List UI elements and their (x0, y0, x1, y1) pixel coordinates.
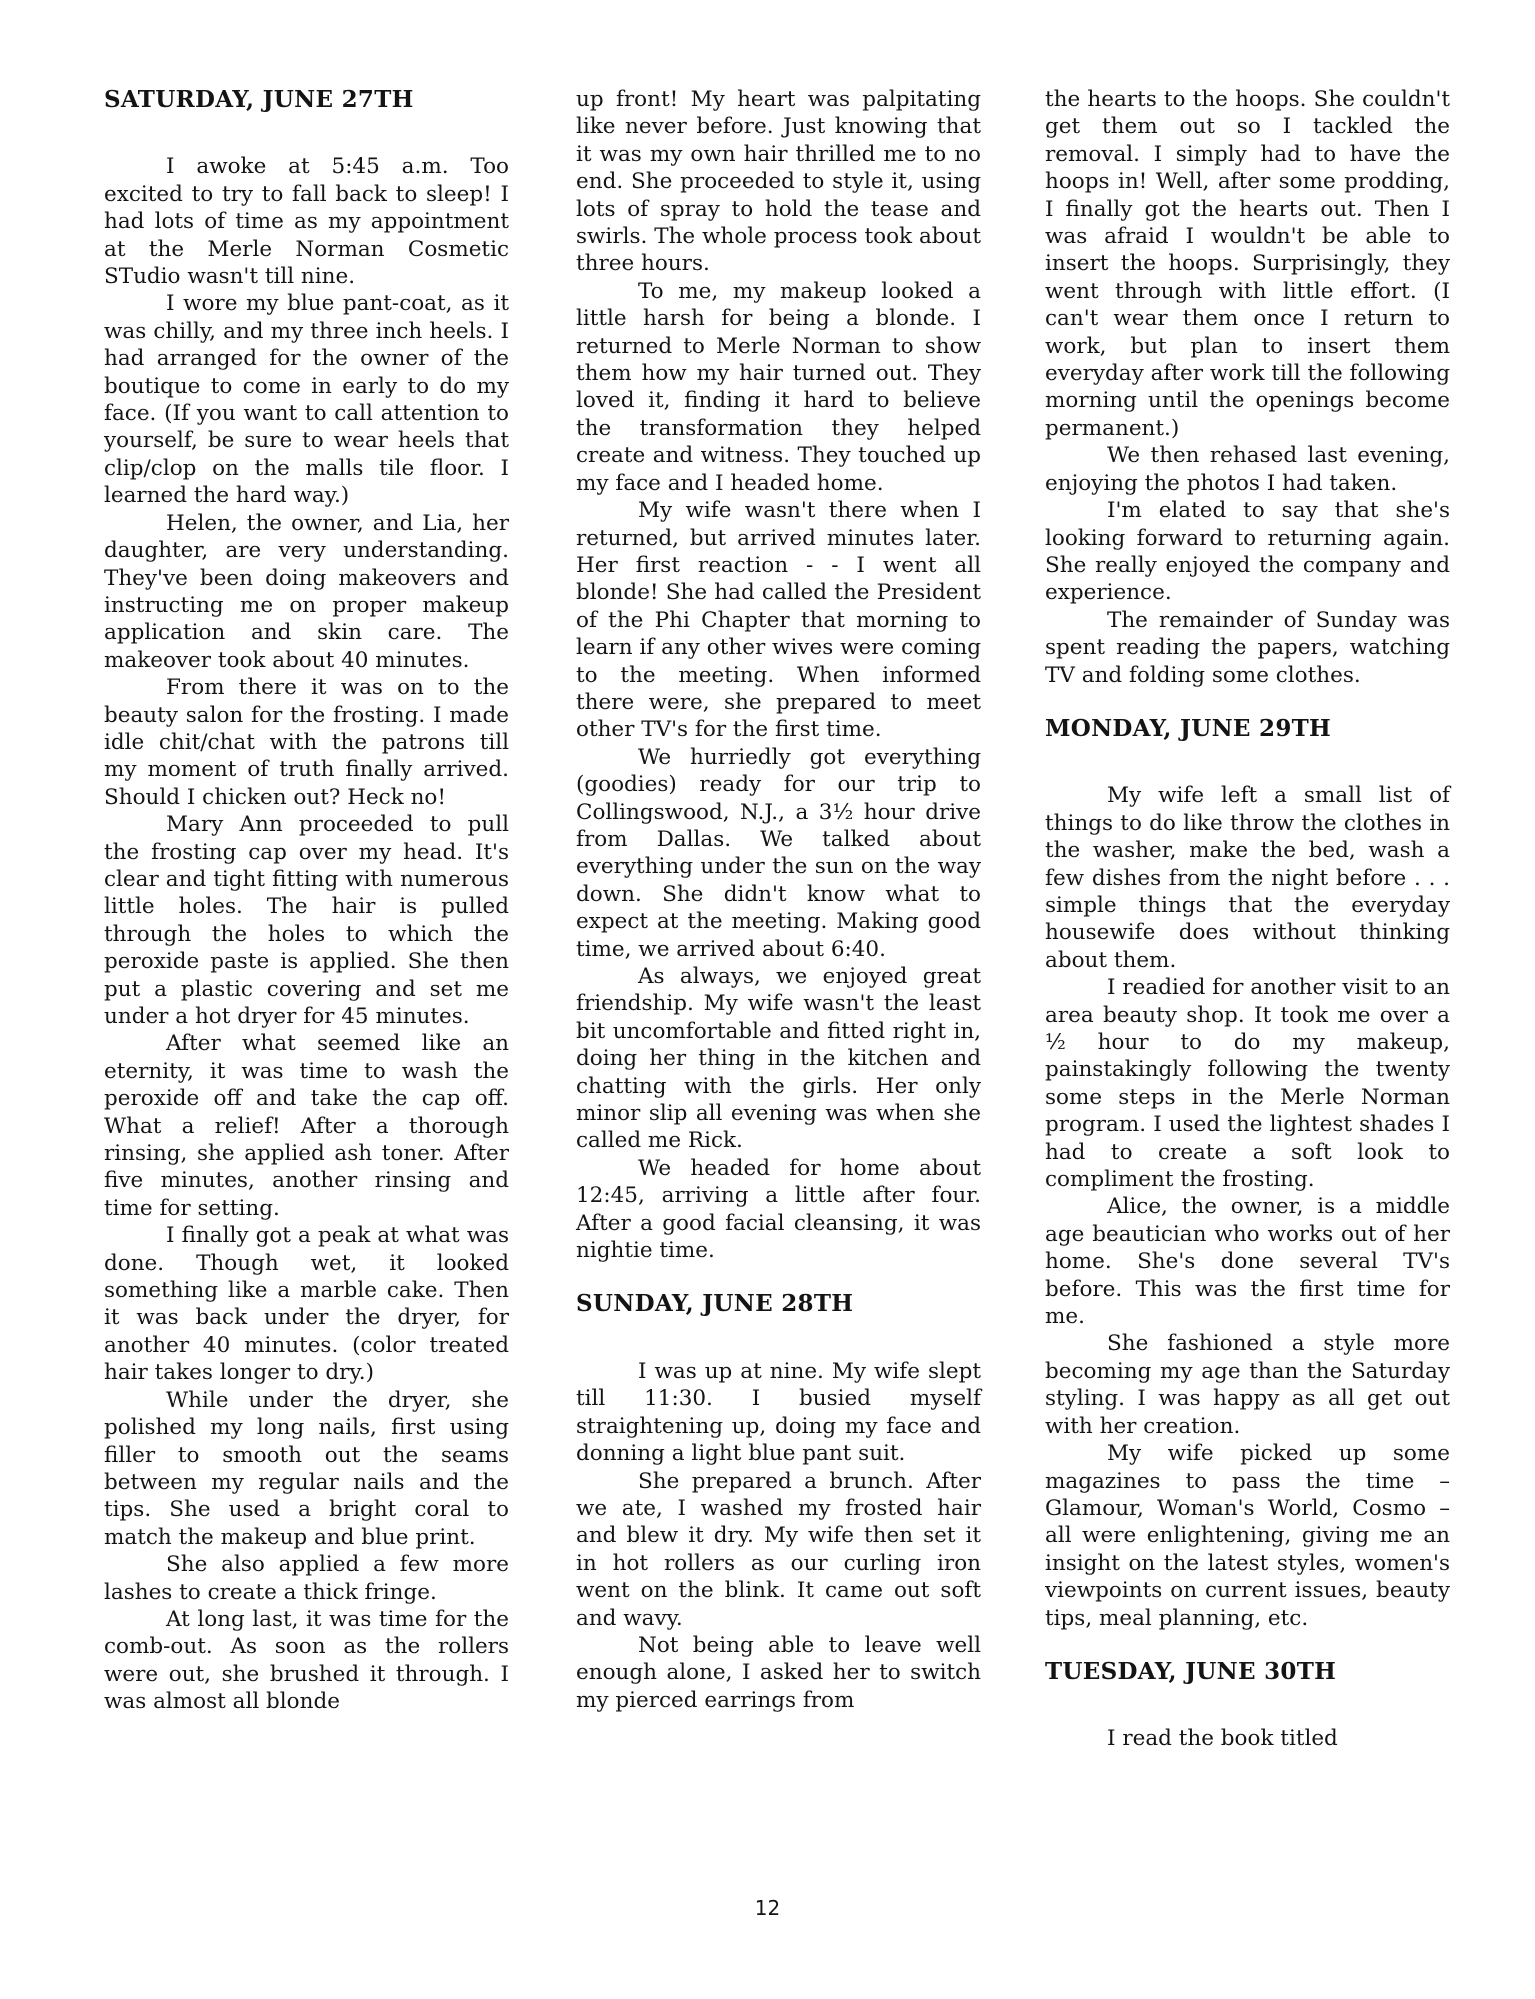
paragraph: My wife left a small list of things to do like throw the clothes in the washer, make the bed, wash a few dishes from the night before . . . simple things that the everyday housewife does without thinking about them. (1045, 783, 1450, 973)
paragraph: Alice, the owner, is a middle age beautician who works out of her home. She's done several TV's before. This was the first time for me. (1045, 1194, 1450, 1330)
paragraph: up front! My heart was palpitating like never before. Just knowing that it was my own hair thrilled me to no end. She proceeded to style it, using lots of spray to hold the tease and swirls. The whole process took about three hours. (576, 87, 981, 277)
paragraph: Mary Ann proceeded to pull the frosting cap over my head. It's clear and tight fitting with numerous little holes. The hair is pulled through the holes to which the peroxide paste is applied. She then put a plastic covering and set me under a hot dryer for 45 minutes. (104, 812, 509, 1029)
column-1 (104, 86, 509, 1716)
column-3 (1045, 86, 1450, 1753)
paragraph: We hurriedly got everything (goodies) ready for our trip to Collingswood, N.J., a 3½ hour drive from Dallas. We talked about everything under the sun on the way down. She didn't know what to expect at the meeting. Making good time, we arrived about 6:40. (576, 744, 981, 962)
paragraph: She prepared a brunch. After we ate, I washed my frosted hair and blew it dry. My wife then set it in hot rollers as our curling iron went on the blink. It came out soft and wavy. (576, 1468, 981, 1631)
paragraph: We then rehased last evening, enjoying the photos I had taken. (1045, 443, 1450, 496)
section-heading: TUESDAY, JUNE 30TH (1045, 1657, 1337, 1685)
paragraph: I'm elated to say that she's looking forward to returning again. She really enjoyed the company and experience. (1045, 498, 1450, 606)
paragraph: Not being able to leave well enough alone, I asked her to switch my pierced earrings from (576, 1632, 981, 1713)
paragraph: We headed for home about 12:45, arriving a little after four. After a good facial cleansing, it was nightie time. (576, 1155, 981, 1264)
paragraph: I was up at nine. My wife slept till 11:30. I busied myself straightening up, doing my face and donning a light blue pant suit. (576, 1358, 981, 1467)
paragraph: I readied for another visit to an area beauty shop. It took me over a ½ hour to do my makeup, painstakingly following the twenty some steps in the Merle Norman program. I used the lightest shades I had to create a soft look to compliment the frosting. (1045, 975, 1450, 1193)
paragraph: She also applied a few more lashes to create a thick fringe. (104, 1552, 509, 1605)
paragraph: While under the dryer, she polished my long nails, first using filler to smooth out the seams between my regular nails and the tips. She used a bright coral to match the makeup and blue print. (104, 1387, 509, 1550)
page-number: 12 (754, 1896, 781, 1920)
paragraph: Helen, the owner, and Lia, her daughter, are very understanding. They've been doing makeovers and instructing me on proper makeup application and skin care. The makeover took about 40 minutes. (104, 510, 509, 673)
section-heading: SUNDAY, JUNE 28TH (576, 1290, 854, 1318)
paragraph: I read the book titled (1107, 1726, 1338, 1752)
paragraph: The remainder of Sunday was spent reading the papers, watching TV and folding some clothes. (1045, 607, 1450, 688)
paragraph: My wife wasn't there when I returned, but arrived minutes later. Her first reaction - - I went all blonde! She had called the President of the Phi Chapter that morning to learn if any other wives were coming to the meeting. When informed there were, she prepared to meet other TV's for the first time. (576, 498, 981, 743)
paragraph: I wore my blue pant-coat, as it was chilly, and my three inch heels. I had arranged for the owner of the boutique to come in early to do my face. (If you want to call attention to yourself, be sure to wear heels that clip/clop on the malls tile floor. I learned the hard way.) (104, 291, 509, 509)
section-heading: MONDAY, JUNE 29TH (1045, 714, 1332, 742)
paragraph: She fashioned a style more becoming my age than the Saturday styling. I was happy as all get out with her creation. (1045, 1331, 1450, 1439)
paragraph: As always, we enjoyed great friendship. My wife wasn't the least bit uncomfortable and fitted right in, doing her thing in the kitchen and chatting with the girls. Her only minor slip all evening was when she called me Rick. (576, 964, 981, 1154)
column-2 (576, 86, 981, 1714)
paragraph: My wife picked up some magazines to pass the time – Glamour, Woman's World, Cosmo – all were enlightening, giving me an insight on the latest styles, women's viewpoints on current issues, beauty tips, meal planning, etc. (1045, 1441, 1450, 1631)
paragraph: I awoke at 5:45 a.m. Too excited to try to fall back to sleep! I had lots of time as my appointment at the Merle Norman Cosmetic STudio wasn't till nine. (104, 154, 509, 290)
paragraph: At long last, it was time for the comb-out. As soon as the rollers were out, she brushed it through. I was almost all blonde (104, 1606, 509, 1715)
paragraph: From there it was on to the beauty salon for the frosting. I made idle chit/chat with the patrons till my moment of truth finally arrived. Should I chicken out? Heck no! (104, 675, 509, 810)
paragraph: I finally got a peak at what was done. Though wet, it looked something like a marble cake. Then it was back under the dryer, for another 40 minutes. (color treated hair takes longer to dry.) (104, 1223, 509, 1386)
paragraph: To me, my makeup looked a little harsh for being a blonde. I returned to Merle Norman to show them how my hair turned out. They loved it, finding it hard to believe the transformation they helped create and witness. They touched up my face and I headed home. (576, 278, 981, 496)
paragraph: After what seemed like an eternity, it was time to wash the peroxide off and take the cap off. What a relief! After a thorough rinsing, she applied ash toner. After five minutes, another rinsing and time for setting. (104, 1031, 509, 1221)
section-heading: SATURDAY, JUNE 27TH (104, 86, 414, 113)
paragraph: the hearts to the hoops. She couldn't get them out so I tackled the removal. I simply had to have the hoops in! Well, after some prodding, I finally got the hearts out. Then I was afraid I wouldn't be able to insert the hoops. Surprisingly, they went through with little effort. (I can't wear them once I return to work, but plan to insert them everyday after work till the following morning until the openings become permanent.) (1045, 87, 1450, 441)
